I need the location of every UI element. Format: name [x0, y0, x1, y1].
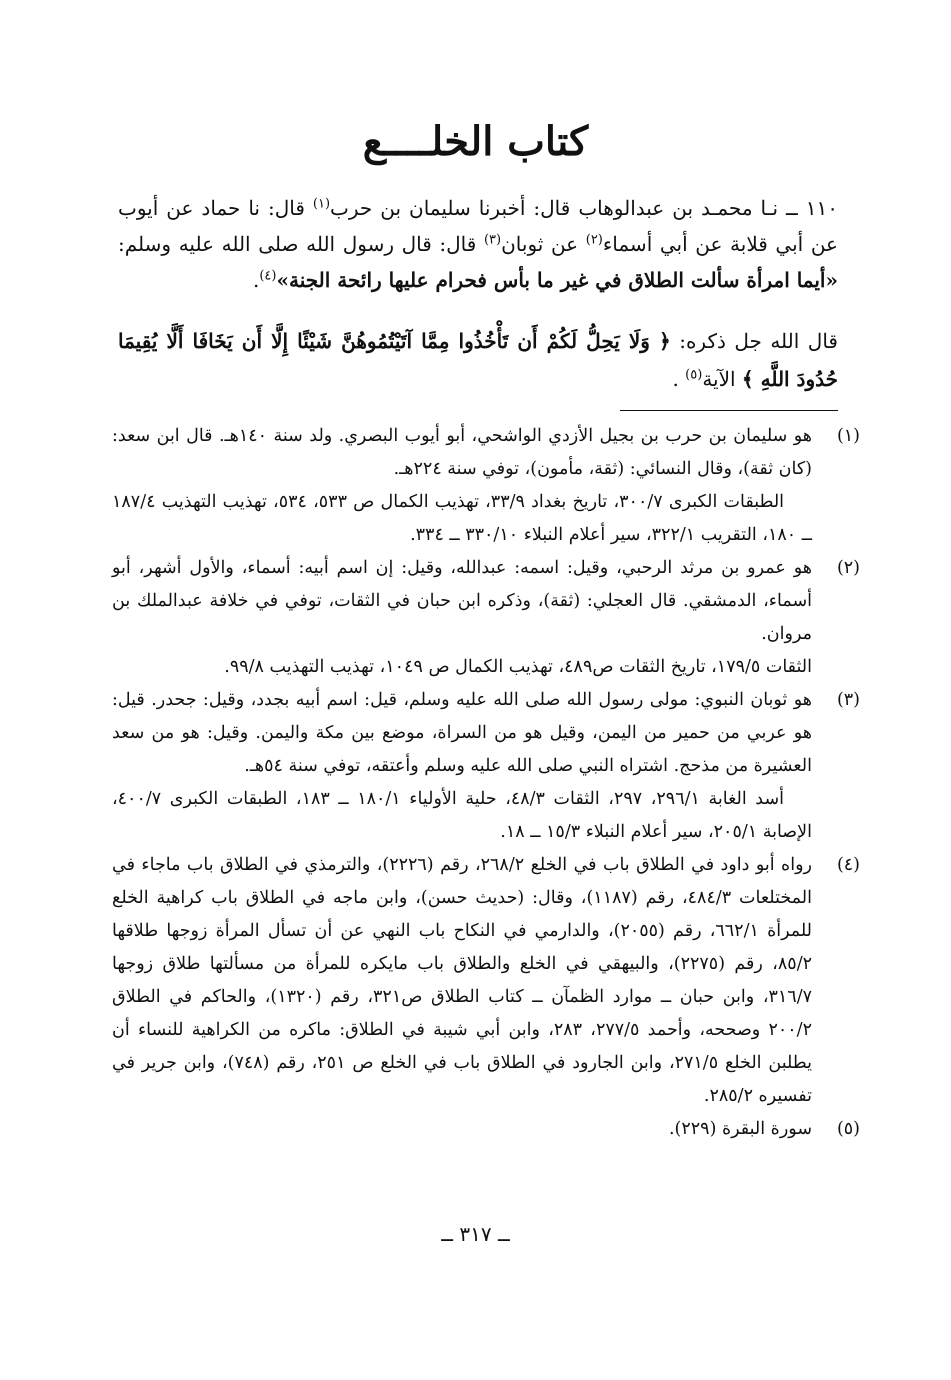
- footnote-body: [112, 420, 812, 552]
- quran-citation: [118, 322, 838, 398]
- footnote-body: [112, 684, 812, 849]
- footnote-ref-3[interactable]: (٣): [483, 232, 502, 248]
- hadith-isnad-3: عن ثوبان: [501, 232, 586, 256]
- footnote-paragraph: الطبقات الكبرى ٣٠٠/٧، تاريخ بغداد ٣٣/٩، تهذيب الكمال ص ٥٣٣، ٥٣٤، تهذيب التهذيب ١٨٧/٤ ــ ١٨٠، التقريب ٣٢٢/١، سير أعلام النبلاء ٣٣٠/١٠ ــ ٣٣٤.: [112, 492, 812, 545]
- footnote-paragraph: رواه أبو داود في الطلاق باب في الخلع ٢٦٨/٢، رقم (٢٢٢٦)، والترمذي في الطلاق باب ماجاء في المختلعات ٤٨٤/٣، رقم (١١٨٧)، وقال: (حديث حسن)، وابن ماجه في الطلاق باب كراهية الخلع للمرأة ٦٦٢/١، رقم (٢٠٥٥)، والدارمي في النكاح باب النهي عن أن تسأل المرأة زوجها طلاقها ٨٥/٢، رقم (٢٢٧٥)، والبيهقي في الخلع والطلاق باب مايكره للمرأة من مسألتها طلاق زوجها ٣١٦/٧، وابن حبان ــ موارد الظمآن ــ كتاب الطلاق ص٣٢١، رقم (١٣٢٠)، والحاكم في الطلاق ٢٠٠/٢ وصححه، وأحمد ٢٧٧/٥، ٢٨٣، وابن أبي شيبة في الطلاق: ماكره من الكراهية للنساء أن يطلبن الخلع ٢٧١/٥، وابن الجارود في الطلاق باب في الخلع ص ٢٥١، رقم (٧٤٨)، وابن جرير في تفسيره ٢٨٥/٢.: [112, 855, 813, 1106]
- footnote-paragraph: سورة البقرة (٢٢٩).: [668, 1119, 812, 1139]
- footnote-number: (٥): [836, 1119, 860, 1139]
- footnote-number: (٤): [836, 855, 860, 875]
- footnote-ref-1[interactable]: (١): [312, 196, 331, 212]
- hadith-isnad-4: قال: قال رسول الله صلى الله عليه وسلم:: [118, 232, 484, 256]
- footnotes: [112, 420, 860, 1146]
- chapter-title: كتاب الخلــــع: [362, 118, 589, 165]
- quran-ayah: ﴿ وَلَا يَحِلُّ لَكُمْ أَن تَأْخُذُوا مِمَّا آتَيْتُمُوهُنَّ شَيْئًا إِلَّا أَن يَخَافَا أَلَّا يُقِيمَا حُدُودَ اللَّهِ ﴾: [118, 329, 838, 391]
- footnote: [112, 420, 860, 552]
- footnote-ref-5[interactable]: (٥): [685, 367, 703, 383]
- footnote-number: (٢): [836, 558, 860, 578]
- footnote-body: [112, 1113, 812, 1146]
- footnote: [112, 552, 860, 684]
- page-number: ــ ٣١٧ ــ: [441, 1222, 510, 1246]
- footnote-paragraph: الثقات ١٧٩/٥، تاريخ الثقات ص٤٨٩، تهذيب الكمال ص ١٠٤٩، تهذيب التهذيب ٩٩/٨.: [224, 657, 812, 677]
- hadith-matn: «أيما امرأة سألت الطلاق في غير ما بأس فحرام عليها رائحة الجنة»: [276, 268, 838, 292]
- footnote-paragraph: هو عمرو بن مرثد الرحبي، وقيل: اسمه: عبدالله، وقيل: إن اسم أبيه: أسماء، والأول أشهر، أبو أسماء، الدمشقي. قال العجلي: (ثقة)، وذكره ابن حبان في الثقات، توفي في خلافة عبدالملك بن مروان.: [112, 558, 812, 644]
- hadith-text: [118, 190, 838, 298]
- hadith-isnad-1: ١١٠ ــ نـا محمـد بن عبدالوهاب قال: أخبرنا سليمان بن حرب: [330, 196, 838, 220]
- footnote-paragraph: أسد الغابة ٢٩٦/١، ٢٩٧، الثقات ٤٨/٣، حلية الأولياء ١٨٠/١ ــ ١٨٣، الطبقات الكبرى ٤٠٠/٧، الإصابة ٢٠٥/١، سير أعلام النبلاء ١٥/٣ ــ ١٨.: [112, 789, 812, 842]
- footnote-number: (١): [836, 426, 860, 446]
- hadith-isnad-2: قال: نا حماد عن أيوب عن أبي قلابة عن أبي أسماء: [118, 196, 838, 256]
- hadith-end: .: [252, 268, 260, 292]
- footnote-paragraph: هو ثوبان النبوي: مولى رسول الله صلى الله عليه وسلم، قيل: اسم أبيه بجدد، وقيل: جحدر. قيل: هو عربي من حمير من اليمن، وقيل هو من السراة، موضع بين مكة واليمن. وقيل: هو من سعد العشيرة من مذحج. اشتراه النبي صلى الله عليه وسلم وأعتقه، توفي سنة ٥٤هـ.: [112, 690, 812, 776]
- quran-end: .: [672, 367, 686, 391]
- quran-ayah-label: الآية: [702, 367, 742, 391]
- footnote-number: (٣): [836, 690, 860, 710]
- footnote: [112, 849, 860, 1113]
- footnote-body: [112, 552, 812, 684]
- quran-intro: قال الله جل ذكره:: [670, 329, 838, 353]
- footnote-ref-2[interactable]: (٢): [585, 232, 603, 248]
- footnote-separator: [620, 410, 838, 411]
- footnote-ref-4[interactable]: (٤): [259, 268, 277, 284]
- footnote-paragraph: هو سليمان بن حرب بن بجيل الأزدي الواشحي، أبو أيوب البصري. ولد سنة ١٤٠هـ. قال ابن سعد: (كان ثقة)، وقال النسائي: (ثقة، مأمون)، توفي سنة ٢٢٤هـ.: [112, 426, 812, 479]
- footnote: [112, 1113, 860, 1146]
- footnote-body: [112, 849, 812, 1113]
- footnote: [112, 684, 860, 849]
